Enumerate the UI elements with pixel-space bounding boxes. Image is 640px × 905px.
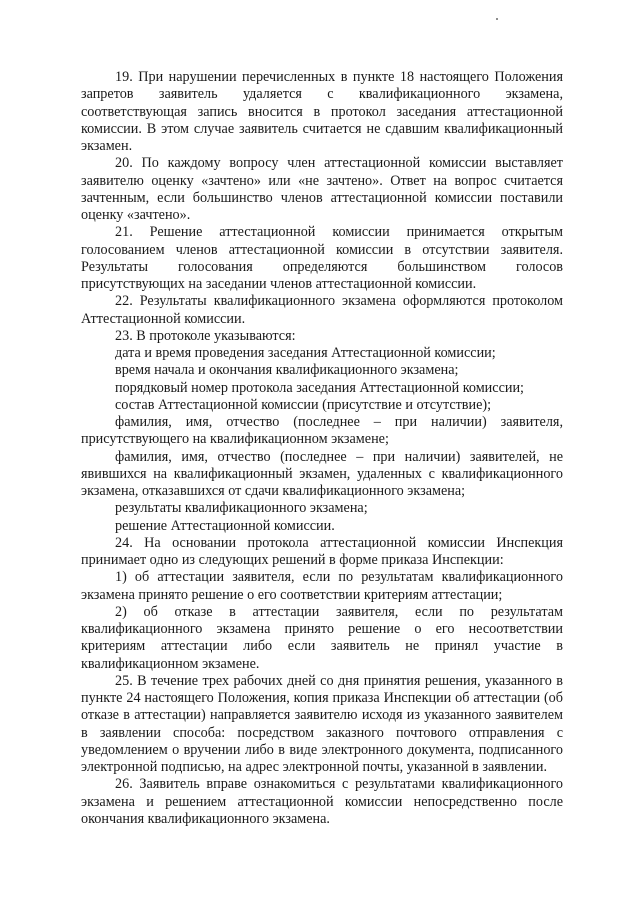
list-item-exam-results: результаты квалификационного экзамена; <box>115 500 368 517</box>
list-item-commission-decision: решение Аттестационной комиссии. <box>115 517 335 534</box>
document-body <box>81 69 563 828</box>
list-item-date-time: дата и время проведения заседания Аттестационной комиссии; <box>115 345 496 361</box>
paragraph-26: 26. Заявитель вправе ознакомиться с результатами квалификационного экзамена и решением аттестационной комиссии непосредственно после окончания квалификационного экзамена. <box>81 776 563 827</box>
list-item-applicant-present: фамилия, имя, отчество (последнее – при наличии) заявителя, присутствующего на квалификационном экзамене; <box>81 414 563 448</box>
paragraph-25: 25. В течение трех рабочих дней со дня принятия решения, указанного в пункте 24 настоящего Положения, копия приказа Инспекции об аттестации (об отказе в аттестации) направляется заявителю исходя из указанного заявителем в заявлении способа: посредством заказного почтового отправления с уведомлением о вручении либо в виде электронного документа, подписанного электронной подписью, на адрес электронной почты, указанной в заявлении. <box>81 672 563 775</box>
scan-speck <box>496 18 498 20</box>
paragraph-23-intro: 23. В протоколе указываются: <box>115 327 296 344</box>
paragraph-24: 24. На основании протокола аттестационной комиссии Инспекция принимает одно из следующих решений в форме приказа Инспекции: <box>81 534 563 568</box>
list-item-exam-time: время начала и окончания квалификационного экзамена; <box>115 362 459 379</box>
list-item-commission-composition: состав Аттестационной комиссии (присутствие и отсутствие); <box>115 396 492 413</box>
paragraph-21: 21. Решение аттестационной комиссии принимается открытым голосованием членов аттестационной комиссии в отсутствии заявителя. Результаты голосования определяются большинством голосов присутствующих на заседании членов аттестационной комиссии. <box>81 224 563 292</box>
paragraph-22: 22. Результаты квалификационного экзамена оформляются протоколом Аттестационной комиссии. <box>81 293 563 327</box>
paragraph-24-option-2: 2) об отказе в аттестации заявителя, если по результатам квалификационного экзамена принято решение о его несоответствии критериям аттестации либо если заявитель не принял участие в квалификационном экзамене. <box>81 603 563 672</box>
paragraph-20: 20. По каждому вопросу член аттестационной комиссии выставляет заявителю оценку «зачтено» или «не зачтено». Ответ на вопрос считается зачтенным, если большинство членов аттестационной комиссии поставили оценку «зачтено». <box>81 155 563 223</box>
list-item-protocol-number: порядковый номер протокола заседания Аттестационной комиссии; <box>115 379 524 396</box>
paragraph-24-option-1: 1) об аттестации заявителя, если по результатам квалификационного экзамена принято решение о его соответствии критериям аттестации; <box>81 569 563 603</box>
list-item-applicants-absent: фамилия, имя, отчество (последнее – при наличии) заявителей, не явившихся на квалификационный экзамен, удаленных с квалификационного экзамена, отказавшихся от сдачи квалификационного экзамена; <box>81 448 563 499</box>
paragraph-19: 19. При нарушении перечисленных в пункте 18 настоящего Положения запретов заявитель удаляется с квалификационного экзамена, соответствующая запись вносится в протокол заседания аттестационной комиссии. В этом случае заявитель считается не сдавшим квалификационный экзамен. <box>81 69 563 154</box>
